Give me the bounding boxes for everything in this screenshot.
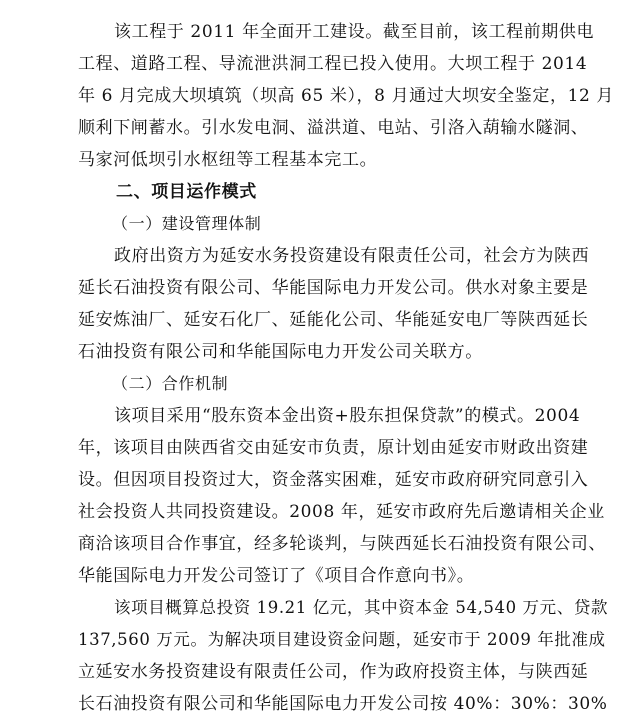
paragraph-line: 马家河低坝引水枢纽等工程基本完工。 bbox=[78, 150, 378, 170]
subsection-heading: （二）合作机制 bbox=[112, 374, 229, 393]
paragraph-line: 年 6 月完成大坝填筑（坝高 65 米），8 月通过大坝安全鉴定，12 月 bbox=[78, 86, 615, 106]
paragraph-line: 该工程于 2011 年全面开工建设。截至目前，该工程前期供电 bbox=[114, 22, 595, 42]
paragraph-line: 长石油投资有限公司和华能国际电力开发公司按 40%：30%：30% bbox=[78, 694, 608, 714]
paragraph-line: 延安炼油厂、延安石化厂、延能化公司、华能延安电厂等陕西延长 bbox=[78, 310, 589, 330]
paragraph-line: 该项目采用“股东资本金出资+股东担保贷款”的模式。2004 bbox=[114, 406, 581, 426]
section-heading: 二、项目运作模式 bbox=[116, 182, 257, 202]
paragraph-line: 立延安水务投资建设有限责任公司，作为政府投资主体，与陕西延 bbox=[78, 662, 589, 682]
paragraph-line: 顺利下闸蓄水。引水发电洞、溢洪道、电站、引洛入葫输水隧洞、 bbox=[78, 118, 589, 138]
paragraph-line: 设。但因项目投资过大，资金落实困难，延安市政府研究同意引入 bbox=[78, 470, 589, 490]
subsection-heading: （一）建设管理体制 bbox=[112, 214, 262, 233]
paragraph-line: 该项目概算总投资 19.21 亿元，其中资本金 54,540 万元、贷款 bbox=[114, 598, 609, 617]
paragraph-line: 石油投资有限公司和华能国际电力开发公司关联方。 bbox=[78, 342, 483, 362]
paragraph-line: 延长石油投资有限公司、华能国际电力开发公司。供水对象主要是 bbox=[78, 278, 589, 298]
paragraph-line: 社会投资人共同投资建设。2008 年，延安市政府先后邀请相关企业 bbox=[78, 502, 605, 522]
paragraph-line: 华能国际电力开发公司签订了《项目合作意向书》。 bbox=[78, 566, 475, 586]
paragraph-line: 商洽该项目合作事宜，经多轮谈判，与陕西延长石油投资有限公司、 bbox=[78, 534, 606, 554]
paragraph-line: 政府出资方为延安水务投资建设有限责任公司，社会方为陕西 bbox=[114, 246, 590, 266]
paragraph-line: 137,560 万元。为解决项目建设资金问题，延安市于 2009 年批准成 bbox=[78, 630, 606, 649]
paragraph-line: 年，该项目由陕西省交由延安市负责，原计划由延安市财政出资建 bbox=[78, 438, 589, 458]
paragraph-line: 工程、道路工程、导流泄洪洞工程已投入使用。大坝工程于 2014 bbox=[78, 54, 588, 74]
